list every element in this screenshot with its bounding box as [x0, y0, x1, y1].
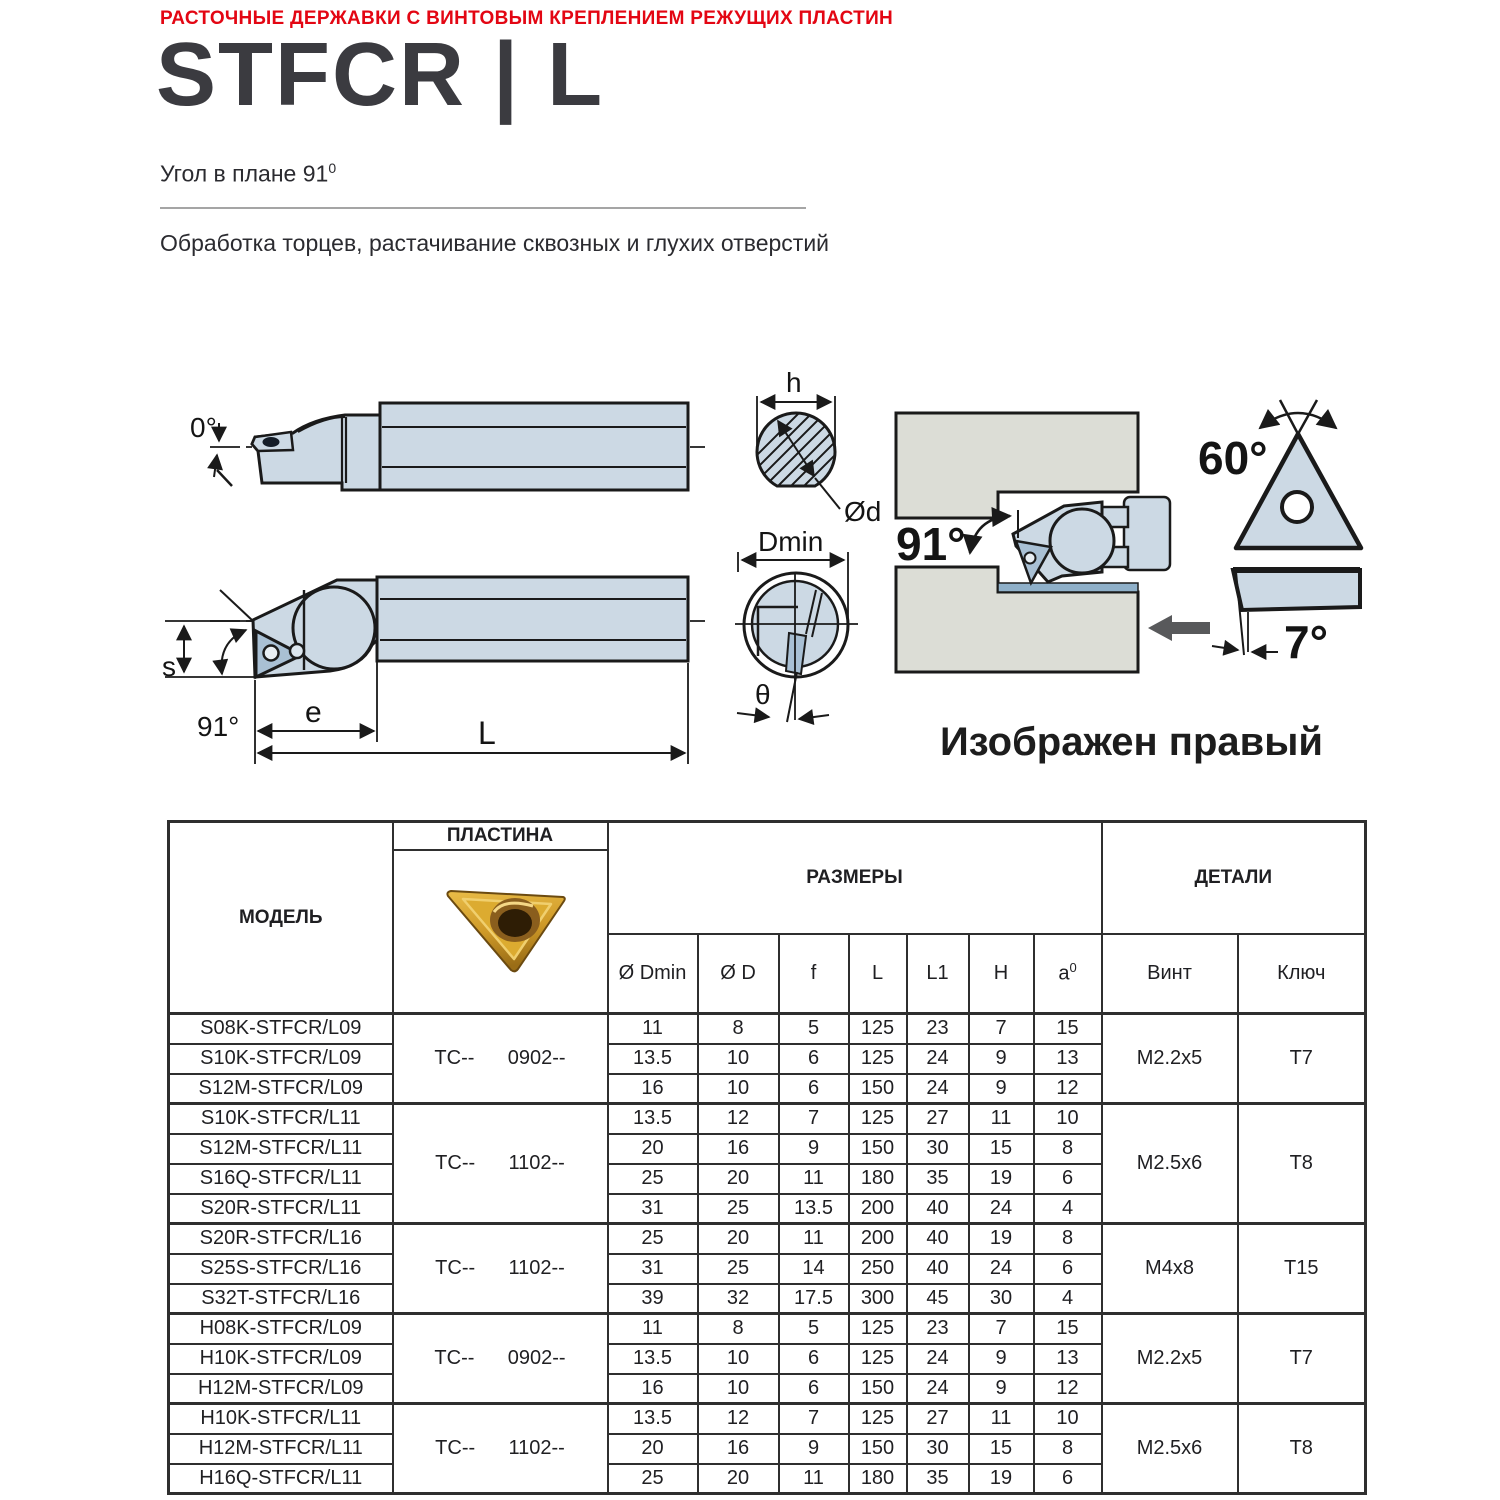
- value-cell: 11: [779, 1164, 849, 1194]
- value-cell: 8: [698, 1014, 779, 1044]
- page-title: STFCR | L: [156, 25, 605, 125]
- value-cell: 250: [849, 1254, 907, 1284]
- insert-code-cell: TC-- 0902--: [393, 1314, 608, 1404]
- value-cell: 45: [907, 1284, 969, 1314]
- value-cell: 7: [969, 1314, 1034, 1344]
- screw-cell: M2.2x5: [1102, 1014, 1238, 1104]
- alpha-base: a: [1058, 963, 1070, 986]
- model-cell: H16Q-STFCR/L11: [169, 1464, 393, 1494]
- page-kicker: РАСТОЧНЫЕ ДЕРЖАВКИ С ВИНТОВЫМ КРЕПЛЕНИЕМ РЕЖУЩИХ ПЛАСТИН: [160, 8, 894, 29]
- value-cell: 25: [608, 1224, 698, 1254]
- value-cell: 20: [698, 1464, 779, 1494]
- table-row: [169, 1104, 1366, 1134]
- value-cell: 15: [1034, 1014, 1102, 1044]
- model-cell: H12M-STFCR/L11: [169, 1434, 393, 1464]
- theta-label: θ: [755, 679, 771, 710]
- value-cell: 180: [849, 1464, 907, 1494]
- model-cell: S12M-STFCR/L11: [169, 1134, 393, 1164]
- value-cell: 6: [779, 1044, 849, 1074]
- model-cell: S20R-STFCR/L16: [169, 1224, 393, 1254]
- value-cell: 9: [969, 1044, 1034, 1074]
- value-cell: 8: [1034, 1134, 1102, 1164]
- value-cell: 32: [698, 1284, 779, 1314]
- model-cell: S12M-STFCR/L09: [169, 1074, 393, 1104]
- insert-photo-cell: [393, 850, 608, 1014]
- value-cell: 5: [779, 1014, 849, 1044]
- page-description: Обработка торцев, растачивание сквозных и глухих отверстий: [160, 230, 830, 256]
- value-cell: 125: [849, 1314, 907, 1344]
- col-screw: Винт: [1102, 934, 1238, 1014]
- shank-section-view: [700, 396, 914, 512]
- value-cell: 13.5: [608, 1404, 698, 1434]
- value-cell: 8: [1034, 1224, 1102, 1254]
- boring-bar-top-view: [210, 403, 705, 490]
- value-cell: 19: [969, 1224, 1034, 1254]
- boring-bar-front-view: [165, 577, 705, 764]
- insert-code-cell: TC-- 1102--: [393, 1224, 608, 1314]
- value-cell: 150: [849, 1134, 907, 1164]
- value-cell: 150: [849, 1374, 907, 1404]
- col-alpha: [1034, 934, 1102, 1014]
- value-cell: 19: [969, 1164, 1034, 1194]
- model-cell: H10K-STFCR/L09: [169, 1344, 393, 1374]
- key-cell: T7: [1238, 1014, 1366, 1104]
- value-cell: 13.5: [608, 1344, 698, 1374]
- col-key: Ключ: [1238, 934, 1366, 1014]
- value-cell: 10: [698, 1074, 779, 1104]
- value-cell: 24: [907, 1374, 969, 1404]
- table-row: [169, 1224, 1366, 1254]
- value-cell: 25: [608, 1464, 698, 1494]
- value-cell: 10: [1034, 1404, 1102, 1434]
- key-cell: T8: [1238, 1404, 1366, 1494]
- value-cell: 24: [969, 1254, 1034, 1284]
- value-cell: 10: [698, 1374, 779, 1404]
- value-cell: 7: [779, 1104, 849, 1134]
- col-header-sizes: РАЗМЕРЫ: [608, 822, 1102, 934]
- value-cell: 4: [1034, 1194, 1102, 1224]
- value-cell: 5: [779, 1314, 849, 1344]
- angle-60-label: 60°: [1198, 432, 1268, 484]
- e-dimension-label: e: [305, 696, 322, 729]
- value-cell: 13.5: [608, 1104, 698, 1134]
- col-f: f: [779, 934, 849, 1014]
- value-cell: 7: [779, 1404, 849, 1434]
- value-cell: 9: [969, 1344, 1034, 1374]
- value-cell: 6: [1034, 1254, 1102, 1284]
- value-cell: 30: [907, 1134, 969, 1164]
- model-cell: S32T-STFCR/L16: [169, 1284, 393, 1314]
- insert-code-cell: TC-- 1102--: [393, 1404, 608, 1494]
- value-cell: 20: [698, 1164, 779, 1194]
- value-cell: 16: [698, 1134, 779, 1164]
- value-cell: 10: [1034, 1104, 1102, 1134]
- value-cell: 16: [608, 1374, 698, 1404]
- value-cell: 40: [907, 1254, 969, 1284]
- model-cell: S10K-STFCR/L09: [169, 1044, 393, 1074]
- value-cell: 35: [907, 1464, 969, 1494]
- col-header-insert: ПЛАСТИНА: [393, 822, 608, 850]
- alpha-sup: 0: [1069, 960, 1077, 976]
- value-cell: 25: [608, 1164, 698, 1194]
- value-cell: 35: [907, 1164, 969, 1194]
- dmin-dimension-label: Dmin: [758, 526, 824, 557]
- col-d: Ø D: [698, 934, 779, 1014]
- value-cell: 31: [608, 1254, 698, 1284]
- value-cell: 17.5: [779, 1284, 849, 1314]
- value-cell: 150: [849, 1434, 907, 1464]
- value-cell: 12: [1034, 1374, 1102, 1404]
- h-dimension-label: h: [786, 367, 802, 398]
- value-cell: 4: [1034, 1284, 1102, 1314]
- value-cell: 125: [849, 1014, 907, 1044]
- value-cell: 125: [849, 1104, 907, 1134]
- value-cell: 31: [608, 1194, 698, 1224]
- value-cell: 27: [907, 1104, 969, 1134]
- model-cell: H08K-STFCR/L09: [169, 1314, 393, 1344]
- value-cell: 9: [779, 1434, 849, 1464]
- value-cell: 11: [969, 1104, 1034, 1134]
- value-cell: 11: [608, 1314, 698, 1344]
- spec-table: [167, 820, 1367, 1495]
- value-cell: 16: [698, 1434, 779, 1464]
- value-cell: 40: [907, 1194, 969, 1224]
- key-cell: T8: [1238, 1104, 1366, 1224]
- table-row: [169, 1014, 1366, 1044]
- value-cell: 30: [969, 1284, 1034, 1314]
- insert-photo: [430, 858, 570, 998]
- value-cell: 10: [698, 1344, 779, 1374]
- value-cell: 23: [907, 1314, 969, 1344]
- l-dimension-label: L: [478, 715, 496, 751]
- value-cell: 13: [1034, 1044, 1102, 1074]
- table-body: [169, 1014, 1366, 1494]
- value-cell: 20: [608, 1134, 698, 1164]
- value-cell: 24: [907, 1074, 969, 1104]
- col-dmin: Ø Dmin: [608, 934, 698, 1014]
- value-cell: 24: [907, 1344, 969, 1374]
- value-cell: 150: [849, 1074, 907, 1104]
- screw-cell: M2.5x6: [1102, 1104, 1238, 1224]
- value-cell: 12: [698, 1404, 779, 1434]
- value-cell: 7: [969, 1014, 1034, 1044]
- table-row: [169, 1404, 1366, 1434]
- value-cell: 200: [849, 1224, 907, 1254]
- insert-code-cell: TC-- 1102--: [393, 1104, 608, 1224]
- col-l: L: [849, 934, 907, 1014]
- key-cell: T7: [1238, 1314, 1366, 1404]
- value-cell: 6: [779, 1344, 849, 1374]
- value-cell: 11: [969, 1404, 1034, 1434]
- value-cell: 12: [698, 1104, 779, 1134]
- diameter-d-label: Ød: [844, 496, 882, 527]
- value-cell: 125: [849, 1344, 907, 1374]
- col-header-model: МОДЕЛЬ: [169, 822, 393, 1014]
- screw-cell: M2.2x5: [1102, 1314, 1238, 1404]
- value-cell: 20: [608, 1434, 698, 1464]
- value-cell: 125: [849, 1404, 907, 1434]
- insert-code-cell: TC-- 0902--: [393, 1014, 608, 1104]
- key-cell: T15: [1238, 1224, 1366, 1314]
- value-cell: 125: [849, 1044, 907, 1074]
- value-cell: 15: [1034, 1314, 1102, 1344]
- col-header-details: ДЕТАЛИ: [1102, 822, 1366, 934]
- value-cell: 11: [779, 1464, 849, 1494]
- model-cell: S20R-STFCR/L11: [169, 1194, 393, 1224]
- value-cell: 6: [779, 1074, 849, 1104]
- value-cell: 300: [849, 1284, 907, 1314]
- angle-91-tool-label: 91°: [197, 711, 240, 742]
- value-cell: 39: [608, 1284, 698, 1314]
- zero-degree-label: 0°: [190, 412, 217, 443]
- model-cell: H10K-STFCR/L11: [169, 1404, 393, 1434]
- value-cell: 6: [1034, 1464, 1102, 1494]
- value-cell: 24: [969, 1194, 1034, 1224]
- value-cell: 13.5: [608, 1044, 698, 1074]
- value-cell: 11: [779, 1224, 849, 1254]
- value-cell: 30: [907, 1434, 969, 1464]
- value-cell: 8: [1034, 1434, 1102, 1464]
- value-cell: 15: [969, 1434, 1034, 1464]
- value-cell: 27: [907, 1404, 969, 1434]
- value-cell: 24: [907, 1044, 969, 1074]
- col-h: H: [969, 934, 1034, 1014]
- angle-91-work-label: 91°: [896, 518, 966, 570]
- value-cell: 200: [849, 1194, 907, 1224]
- value-cell: 40: [907, 1224, 969, 1254]
- value-cell: 11: [608, 1014, 698, 1044]
- value-cell: 15: [969, 1134, 1034, 1164]
- value-cell: 13: [1034, 1344, 1102, 1374]
- value-cell: 25: [698, 1194, 779, 1224]
- value-cell: 180: [849, 1164, 907, 1194]
- s-dimension-label: s: [162, 651, 176, 682]
- value-cell: 6: [779, 1374, 849, 1404]
- value-cell: 25: [698, 1254, 779, 1284]
- screw-cell: M2.5x6: [1102, 1404, 1238, 1494]
- model-cell: H12M-STFCR/L09: [169, 1374, 393, 1404]
- value-cell: 19: [969, 1464, 1034, 1494]
- value-cell: 16: [608, 1074, 698, 1104]
- model-cell: S10K-STFCR/L11: [169, 1104, 393, 1134]
- model-cell: S25S-STFCR/L16: [169, 1254, 393, 1284]
- table-row: [169, 1314, 1366, 1344]
- screw-cell: M4x8: [1102, 1224, 1238, 1314]
- model-cell: S16Q-STFCR/L11: [169, 1164, 393, 1194]
- plan-angle-sup: 0: [328, 160, 337, 176]
- value-cell: 20: [698, 1224, 779, 1254]
- value-cell: 23: [907, 1014, 969, 1044]
- plan-angle-text: Угол в плане 91: [160, 160, 329, 187]
- value-cell: 6: [1034, 1164, 1102, 1194]
- value-cell: 9: [969, 1074, 1034, 1104]
- value-cell: 12: [1034, 1074, 1102, 1104]
- value-cell: 8: [698, 1314, 779, 1344]
- angle-7-label: 7°: [1284, 616, 1328, 668]
- value-cell: 9: [969, 1374, 1034, 1404]
- value-cell: 13.5: [779, 1194, 849, 1224]
- min-bore-view: [735, 552, 858, 722]
- col-l1: L1: [907, 934, 969, 1014]
- orientation-caption: Изображен правый: [940, 720, 1323, 764]
- value-cell: 14: [779, 1254, 849, 1284]
- value-cell: 9: [779, 1134, 849, 1164]
- value-cell: 10: [698, 1044, 779, 1074]
- model-cell: S08K-STFCR/L09: [169, 1014, 393, 1044]
